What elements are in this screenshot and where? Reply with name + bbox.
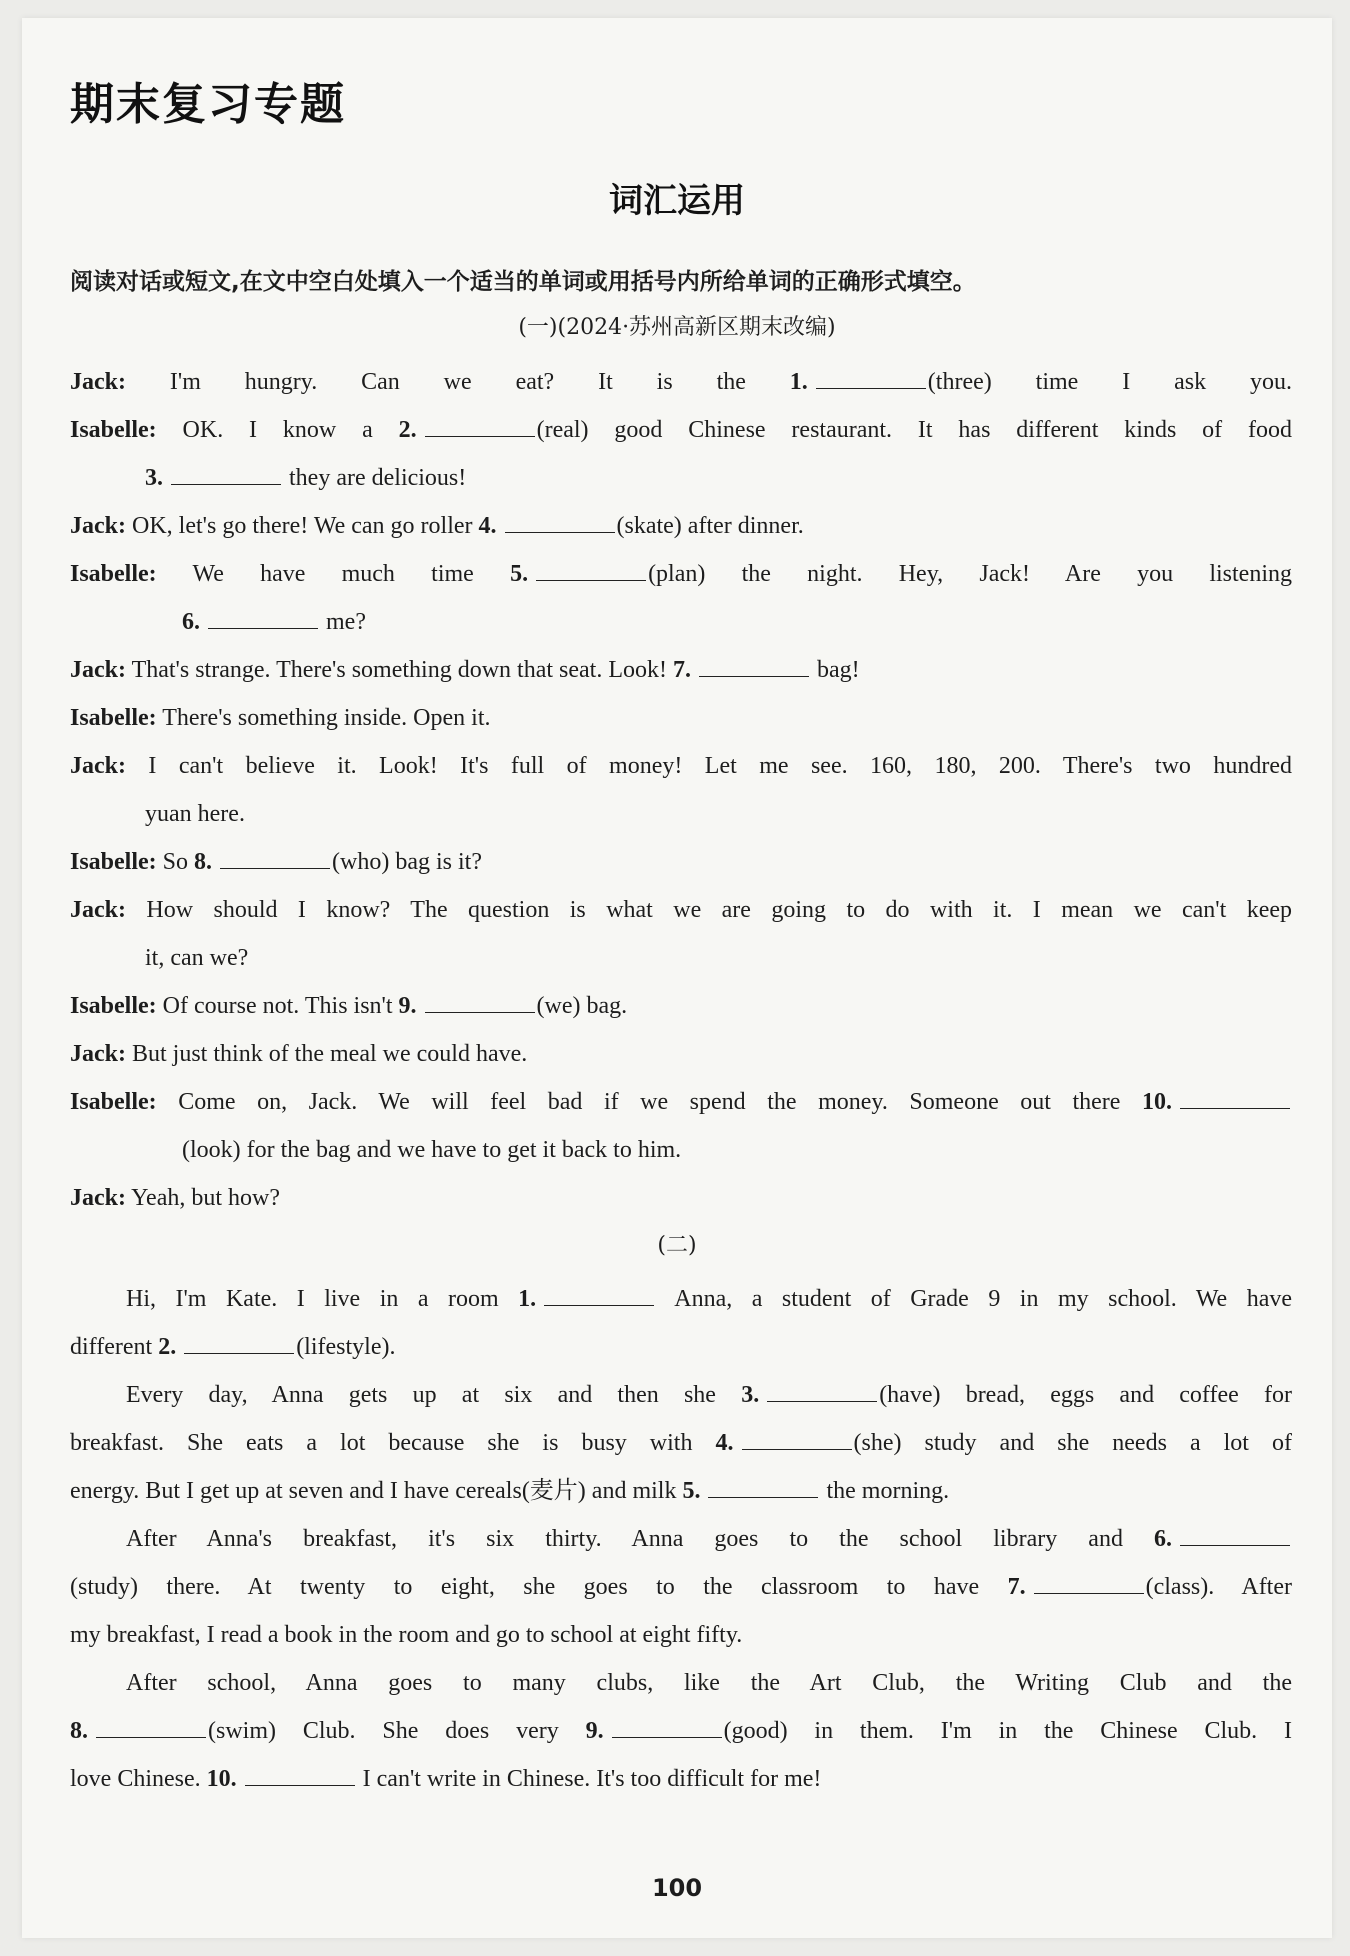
dialog-line-13: it, can we? xyxy=(145,945,249,971)
dialog-line-5: Isabelle: We have much time 5. (plan) the night. Hey, Jack! Are you listening xyxy=(70,550,1292,598)
passage-line-11: love Chinese. 10. I can't write in Chinese. It's too difficult for me! xyxy=(70,1755,1292,1803)
passage-blank-6[interactable] xyxy=(1180,1523,1290,1546)
passage-line-9: After school, Anna goes to many clubs, like the Art Club, the Writing Club and the xyxy=(126,1670,1292,1696)
answer-blank-5[interactable] xyxy=(536,558,646,581)
passage-line-1: Hi, I'm Kate. I live in a room 1. Anna, a student of Grade 9 in my school. We have xyxy=(70,1275,1292,1323)
passage-line-2: different 2. (lifestyle). xyxy=(70,1323,1292,1371)
answer-blank-2[interactable] xyxy=(425,414,535,437)
passage-line-5: energy. But I get up at seven and I have cereals(麦片) and milk 5. the morning. xyxy=(70,1467,1292,1515)
passage-blank-5[interactable] xyxy=(708,1475,818,1498)
passage-blank-2[interactable] xyxy=(184,1331,294,1354)
dialog-line-18: Jack: Yeah, but how? xyxy=(70,1185,280,1211)
passage-line-8: my breakfast, I read a book in the room and go to school at eight fifty. xyxy=(70,1622,743,1648)
dialog-line-6: 6. me? xyxy=(70,598,1292,646)
passage-blank-10[interactable] xyxy=(245,1763,355,1786)
reading-passage xyxy=(70,1275,1292,1803)
answer-blank-7[interactable] xyxy=(699,654,809,677)
answer-blank-3[interactable] xyxy=(171,462,281,485)
passage-blank-4[interactable] xyxy=(742,1427,852,1450)
passage-line-4: breakfast. She eats a lot because she is busy with 4. (she) study and she needs a lot of xyxy=(70,1419,1292,1467)
passage-line-10: 8. (swim) Club. She does very 9. (good) in them. I'm in the Chinese Club. I xyxy=(70,1707,1292,1755)
passage-blank-7[interactable] xyxy=(1034,1571,1144,1594)
passage-line-7: (study) there. At twenty to eight, she goes to the classroom to have 7. (class). After xyxy=(70,1563,1292,1611)
dialog-passage xyxy=(70,358,1292,1222)
dialog-line-9: Jack: I can't believe it. Look! It's full of money! Let me see. 160, 180, 200. There's two hundred xyxy=(70,753,1292,779)
answer-blank-4[interactable] xyxy=(505,510,615,533)
instruction: 阅读对话或短文,在文中空白处填入一个适当的单词或用括号内所给单词的正确形式填空。 xyxy=(70,269,976,295)
answer-blank-10[interactable] xyxy=(1180,1086,1290,1109)
answer-blank-6[interactable] xyxy=(208,606,318,629)
dialog-line-2: Isabelle: OK. I know a 2. (real) good Chinese restaurant. It has different kinds of food xyxy=(70,406,1292,454)
passage-blank-8[interactable] xyxy=(96,1715,206,1738)
dialog-line-4: Jack: OK, let's go there! We can go roller 4. (skate) after dinner. xyxy=(70,502,1292,550)
answer-blank-1[interactable] xyxy=(816,366,926,389)
dialog-line-12: Jack: How should I know? The question is what we are going to do with it. I mean we can't keep xyxy=(70,897,1292,923)
dialog-line-17: (look) for the bag and we have to get it back to him. xyxy=(182,1137,682,1163)
dialog-line-1: Jack: I'm hungry. Can we eat? It is the 1. (three) time I ask you. xyxy=(70,358,1292,406)
header-title: 期末复习专题 xyxy=(70,79,346,130)
answer-blank-8[interactable] xyxy=(220,846,330,869)
dialog-line-10: yuan here. xyxy=(145,801,245,827)
part1-title: (一)(2024·苏州高新区期末改编) xyxy=(518,315,836,340)
dialog-line-11: Isabelle: So 8. (who) bag is it? xyxy=(70,838,1292,886)
passage-blank-3[interactable] xyxy=(767,1379,877,1402)
answer-blank-9[interactable] xyxy=(425,990,535,1013)
workbook-page xyxy=(22,18,1332,1938)
passage-blank-1[interactable] xyxy=(544,1283,654,1306)
dialog-line-3: 3. they are delicious! xyxy=(70,454,1292,502)
dialog-line-8: Isabelle: There's something inside. Open it. xyxy=(70,705,491,731)
dialog-line-14: Isabelle: Of course not. This isn't 9. (we) bag. xyxy=(70,982,1292,1030)
dialog-line-15: Jack: But just think of the meal we could have. xyxy=(70,1041,528,1067)
part2-title: (二) xyxy=(657,1233,697,1258)
dialog-line-16: Isabelle: Come on, Jack. We will feel bad if we spend the money. Someone out there 10. xyxy=(70,1078,1292,1126)
passage-line-6: After Anna's breakfast, it's six thirty. Anna goes to the school library and 6. xyxy=(70,1515,1292,1563)
passage-line-3: Every day, Anna gets up at six and then she 3. (have) bread, eggs and coffee for xyxy=(70,1371,1292,1419)
page-number: 100 xyxy=(651,1874,703,1902)
section-title: 词汇运用 xyxy=(609,181,745,221)
dialog-line-7: Jack: That's strange. There's something down that seat. Look! 7. bag! xyxy=(70,646,1292,694)
passage-blank-9[interactable] xyxy=(612,1715,722,1738)
